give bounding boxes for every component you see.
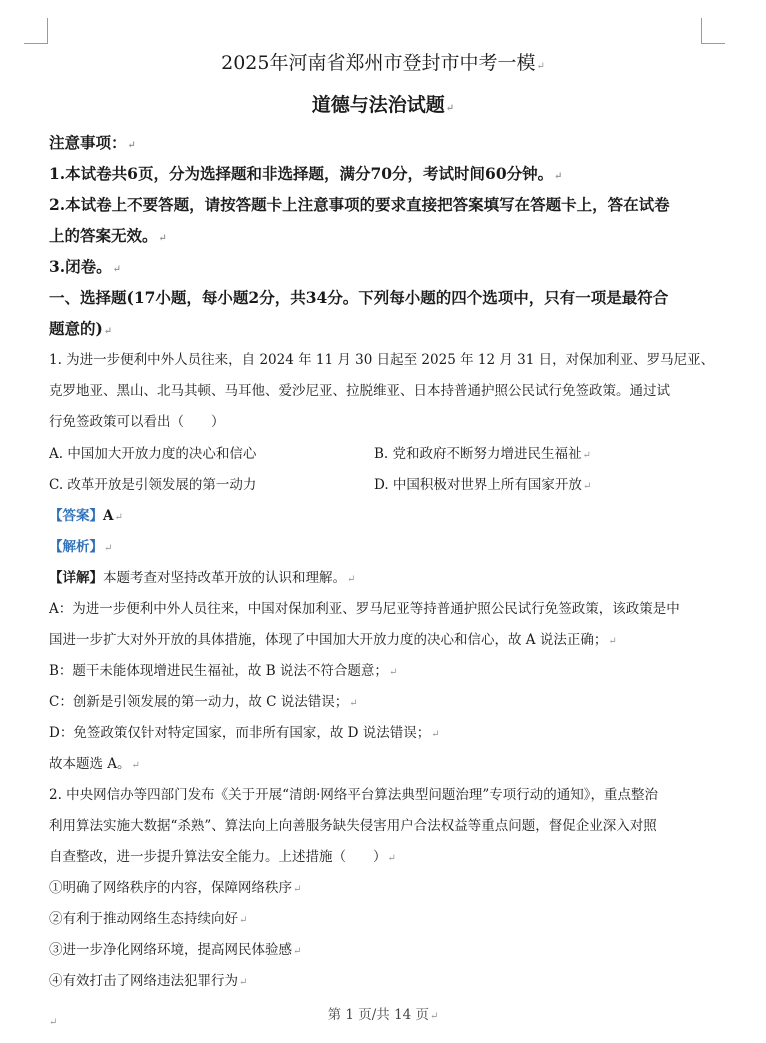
question-1-explanation-c: C：创新是引领发展的第一动力，故 C 说法错误；↵ [49,694,358,710]
question-2-item-3: ③进一步净化网络环境，提高网民体验感↵ [49,942,302,958]
notice-heading: 注意事项：↵ [49,133,136,152]
question-1-explanation-d: D：免签政策仅针对特定国家，而非所有国家，故 D 说法错误；↵ [49,725,440,741]
question-2-stem-line-2: 利用算法实施大数据“杀熟”、算法向上向善服务缺失侵害用户合法权益等重点问题，督促企业深入对照 [49,818,657,834]
page-footer: 第 1 页/共 14 页↵ [327,1007,439,1023]
question-1-stem-line-3: 行免签政策可以看出（ ） [49,414,225,430]
notice-item-2-line-2: 上的答案无效。↵ [49,226,167,245]
question-1-stem-line-1: 1. 为进一步便利中外人员往来，自 2024 年 11 月 30 日起至 2025 年 12 月 31 日，对保加利亚、罗马尼亚、 [49,352,715,368]
question-1-answer: 【答案】A↵ [49,508,123,524]
question-2-stem-line-1: 2. 中央网信办等四部门发布《关于开展“清朗·网络平台算法典型问题治理”专项行动的通知》，重点整治 [49,787,659,803]
question-1-stem-line-2: 克罗地亚、黑山、北马其顿、马耳他、爱沙尼亚、拉脱维亚、日本持普通护照公民试行免签政策。通过试 [49,383,670,399]
question-2-item-2: ②有利于推动网络生态持续向好↵ [49,911,248,927]
notice-item-2-line-1: 2.本试卷上不要答题，请按答题卡上注意事项的要求直接把答案填写在答题卡上，答在试卷 [49,195,670,214]
crop-mark-top-left-vertical [47,18,48,44]
crop-mark-top-right-horizontal [701,43,725,44]
question-1-option-a: A. 中国加大开放力度的决心和信心 [49,446,257,462]
section-heading-line-2: 题意的)↵ [49,319,113,338]
question-1-detail: 【详解】本题考查对坚持改革开放的认识和理解。↵ [49,570,356,586]
end-paragraph-mark: ↵ [49,1017,58,1028]
notice-item-3: 3.闭卷。↵ [49,257,122,276]
answer-tag: 【答案】 [49,508,103,524]
exam-title: 2025年河南省郑州市登封市中考一模↵ [221,52,545,74]
question-1-explanation-a-line-2: 国进一步扩大对外开放的具体措施，体现了中国加大开放力度的决心和信心，故 A 说法正确；↵ [49,632,617,648]
question-1-analysis-tag: 【解析】↵ [49,539,113,555]
crop-mark-top-right-vertical [701,18,702,44]
question-1-option-c: C. 改革开放是引领发展的第一动力 [49,477,257,493]
crop-mark-top-left-horizontal [24,43,48,44]
question-2-stem-line-3: 自查整改，进一步提升算法安全能力。上述措施（ ）↵ [49,849,396,865]
question-1-option-d: D. 中国积极对世界上所有国家开放↵ [374,477,592,493]
notice-item-1: 1.本试卷共6页，分为选择题和非选择题，满分70分，考试时间60分钟。↵ [49,164,563,183]
question-1-explanation-a-line-1: A：为进一步便利中外人员往来，中国对保加利亚、罗马尼亚等持普通护照公民试行免签政策，该政策是中 [49,601,680,617]
section-heading-line-1: 一、选择题(17小题，每小题2分，共34分。下列每小题的四个选项中，只有一项是最符合 [49,288,669,307]
question-2-item-4: ④有效打击了网络违法犯罪行为↵ [49,973,248,989]
question-1-option-b: B. 党和政府不断努力增进民生福祉↵ [374,446,591,462]
subject-title: 道德与法治试题↵ [311,94,455,116]
question-1-explanation-b: B：题干未能体现增进民生福祉，故 B 说法不符合题意；↵ [49,663,398,679]
question-1-conclusion: 故本题选 A。↵ [49,756,140,772]
question-2-item-1: ①明确了网络秩序的内容，保障网络秩序↵ [49,880,302,896]
